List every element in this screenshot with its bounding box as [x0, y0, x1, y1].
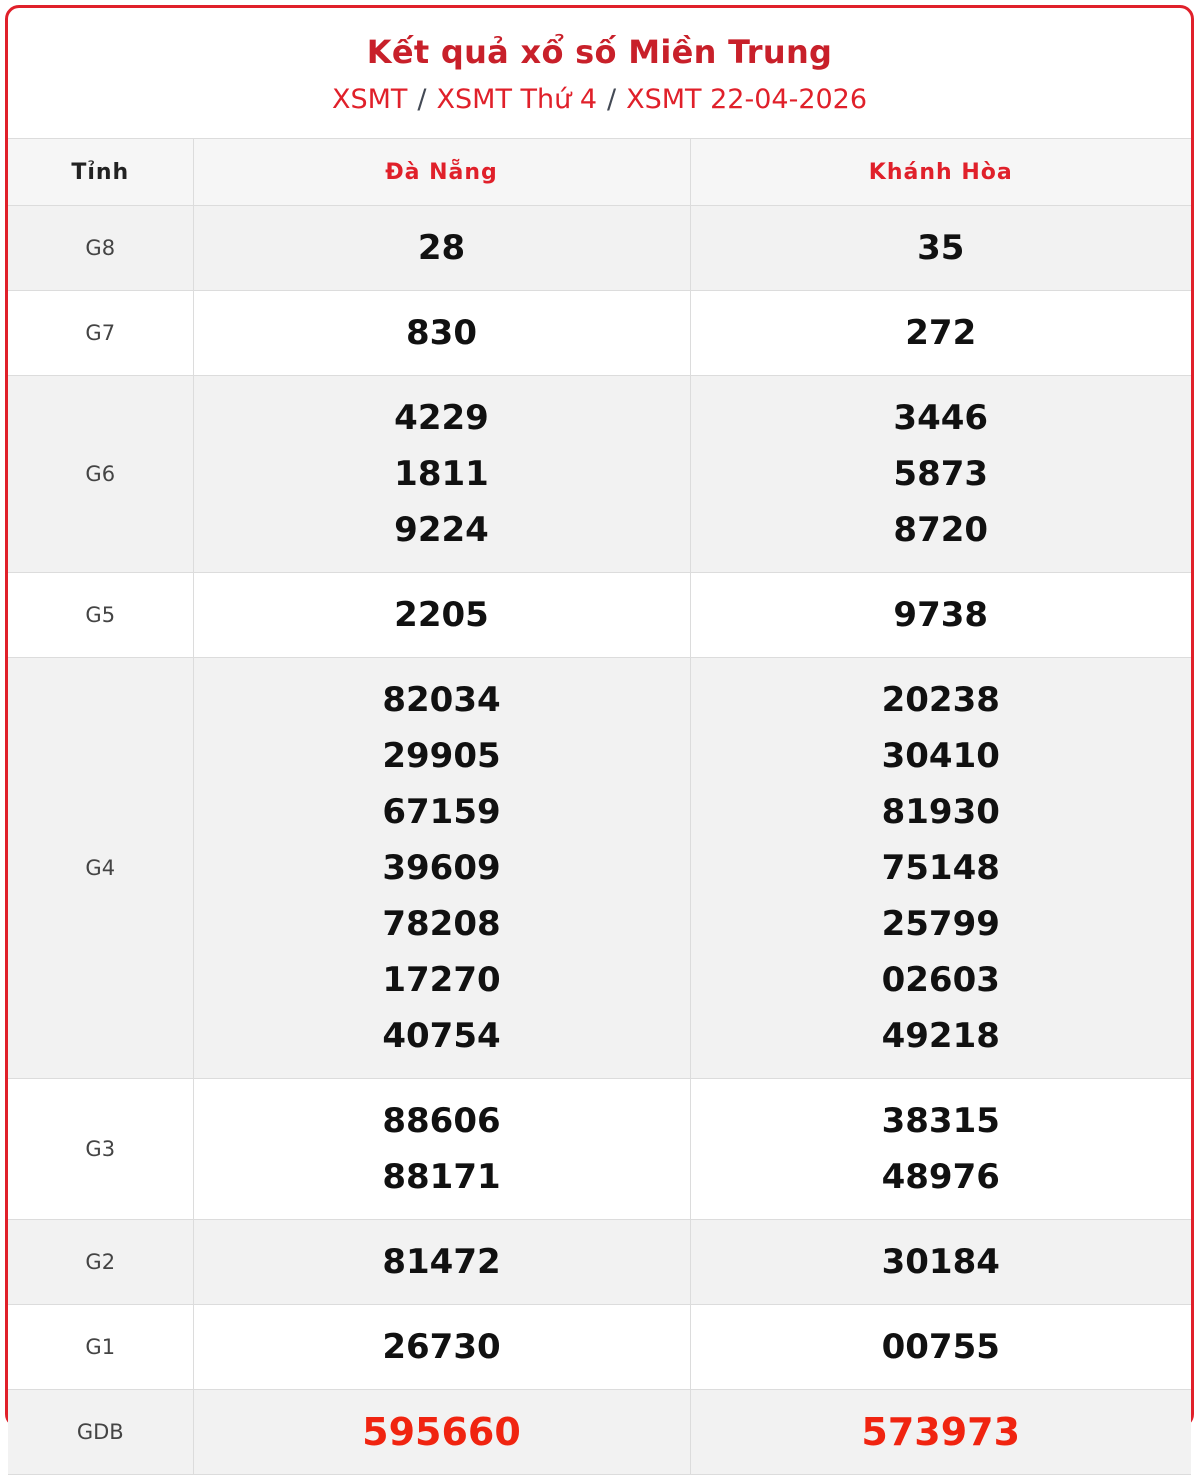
prize-label: G7: [8, 291, 193, 376]
prize-number: 272: [905, 313, 977, 353]
prize-label: G4: [8, 658, 193, 1079]
prize-label: GDB: [8, 1390, 193, 1475]
prize-number: 30184: [881, 1242, 1000, 1282]
prize-number: 88171: [382, 1157, 501, 1197]
prize-cell: [193, 1220, 690, 1305]
prize-number: 830: [406, 313, 477, 353]
prize-row-g3: [8, 1079, 1191, 1220]
prize-label: G5: [8, 573, 193, 658]
prize-cell: [690, 1079, 1191, 1220]
prize-number: 81930: [881, 792, 1000, 832]
prize-cell: [690, 1220, 1191, 1305]
prize-number: 2205: [394, 595, 489, 635]
prize-row-g7: [8, 291, 1191, 376]
prize-row-g4: [8, 658, 1191, 1079]
prize-number: 39609: [382, 848, 501, 888]
prize-number: 00755: [881, 1327, 1000, 1367]
prize-cell: [193, 206, 690, 291]
results-table: [8, 138, 1191, 1475]
prize-number: 9738: [893, 595, 989, 635]
prize-cell: [193, 658, 690, 1079]
prize-number: 49218: [881, 1016, 1000, 1056]
table-header-row: [8, 139, 1191, 206]
prize-row-g1: [8, 1305, 1191, 1390]
prize-number: 5873: [893, 454, 989, 494]
prize-label: G2: [8, 1220, 193, 1305]
prize-cell: [193, 1305, 690, 1390]
prize-number: 75148: [881, 848, 1000, 888]
prize-row-gdb: [8, 1390, 1191, 1475]
page-title: Kết quả xổ số Miền Trung: [366, 33, 833, 71]
breadcrumb-separator: /: [417, 84, 427, 115]
prize-cell: [690, 376, 1191, 573]
prize-number: 67159: [382, 792, 501, 832]
prize-cell: [193, 573, 690, 658]
prize-number: 48976: [881, 1157, 1000, 1197]
special-prize-number: 595660: [362, 1410, 521, 1454]
province-header-da-nang[interactable]: Đà Nẵng: [193, 139, 690, 206]
prize-number: 1811: [394, 454, 489, 494]
prize-cell: [193, 1390, 690, 1475]
prize-label: G3: [8, 1079, 193, 1220]
prize-number: 9224: [394, 510, 489, 550]
breadcrumb-link-xsmt[interactable]: XSMT: [331, 84, 408, 115]
prize-number: 02603: [881, 960, 1000, 1000]
prize-number: 3446: [893, 398, 989, 438]
province-header-khanh-hoa[interactable]: Khánh Hòa: [690, 139, 1191, 206]
prize-number: 38315: [881, 1101, 1000, 1141]
prize-row-g5: [8, 573, 1191, 658]
prize-number: 20238: [881, 680, 1000, 720]
prize-label: G1: [8, 1305, 193, 1390]
prize-cell: [193, 376, 690, 573]
prize-cell: [690, 573, 1191, 658]
prize-cell: [690, 1305, 1191, 1390]
prize-number: 35: [917, 228, 965, 268]
special-prize-number: 573973: [861, 1410, 1021, 1454]
breadcrumb-separator: /: [607, 84, 617, 115]
prize-number: 26730: [382, 1327, 501, 1367]
prize-number: 25799: [881, 904, 1000, 944]
breadcrumb-link-xsmt-thu-4[interactable]: XSMT Thứ 4: [436, 84, 597, 115]
prize-row-g6: [8, 376, 1191, 573]
breadcrumb: [8, 80, 1191, 120]
prize-label: G6: [8, 376, 193, 573]
prize-row-g8: [8, 206, 1191, 291]
prize-number: 81472: [382, 1242, 501, 1282]
results-header: [8, 8, 1191, 138]
lottery-results-card: [5, 5, 1194, 1454]
prize-number: 17270: [382, 960, 501, 1000]
prize-row-g2: [8, 1220, 1191, 1305]
results-body: [8, 206, 1191, 1475]
prize-cell: [690, 206, 1191, 291]
prize-cell: [193, 291, 690, 376]
prize-number: 28: [417, 228, 466, 268]
prize-number: 40754: [382, 1016, 501, 1056]
prize-cell: [193, 1079, 690, 1220]
prize-cell: [690, 658, 1191, 1079]
prize-number: 78208: [382, 904, 501, 944]
prize-number: 30410: [881, 736, 1000, 776]
prize-cell: [690, 1390, 1191, 1475]
prize-label: G8: [8, 206, 193, 291]
prize-number: 82034: [382, 680, 501, 720]
prize-number: 29905: [382, 736, 501, 776]
prize-number: 88606: [382, 1101, 501, 1141]
prize-cell: [690, 291, 1191, 376]
prize-number: 4229: [394, 398, 489, 438]
prize-number: 8720: [893, 510, 989, 550]
breadcrumb-link-xsmt-date[interactable]: XSMT 22-04-2026: [626, 84, 868, 115]
province-column-header: Tỉnh: [8, 139, 193, 206]
